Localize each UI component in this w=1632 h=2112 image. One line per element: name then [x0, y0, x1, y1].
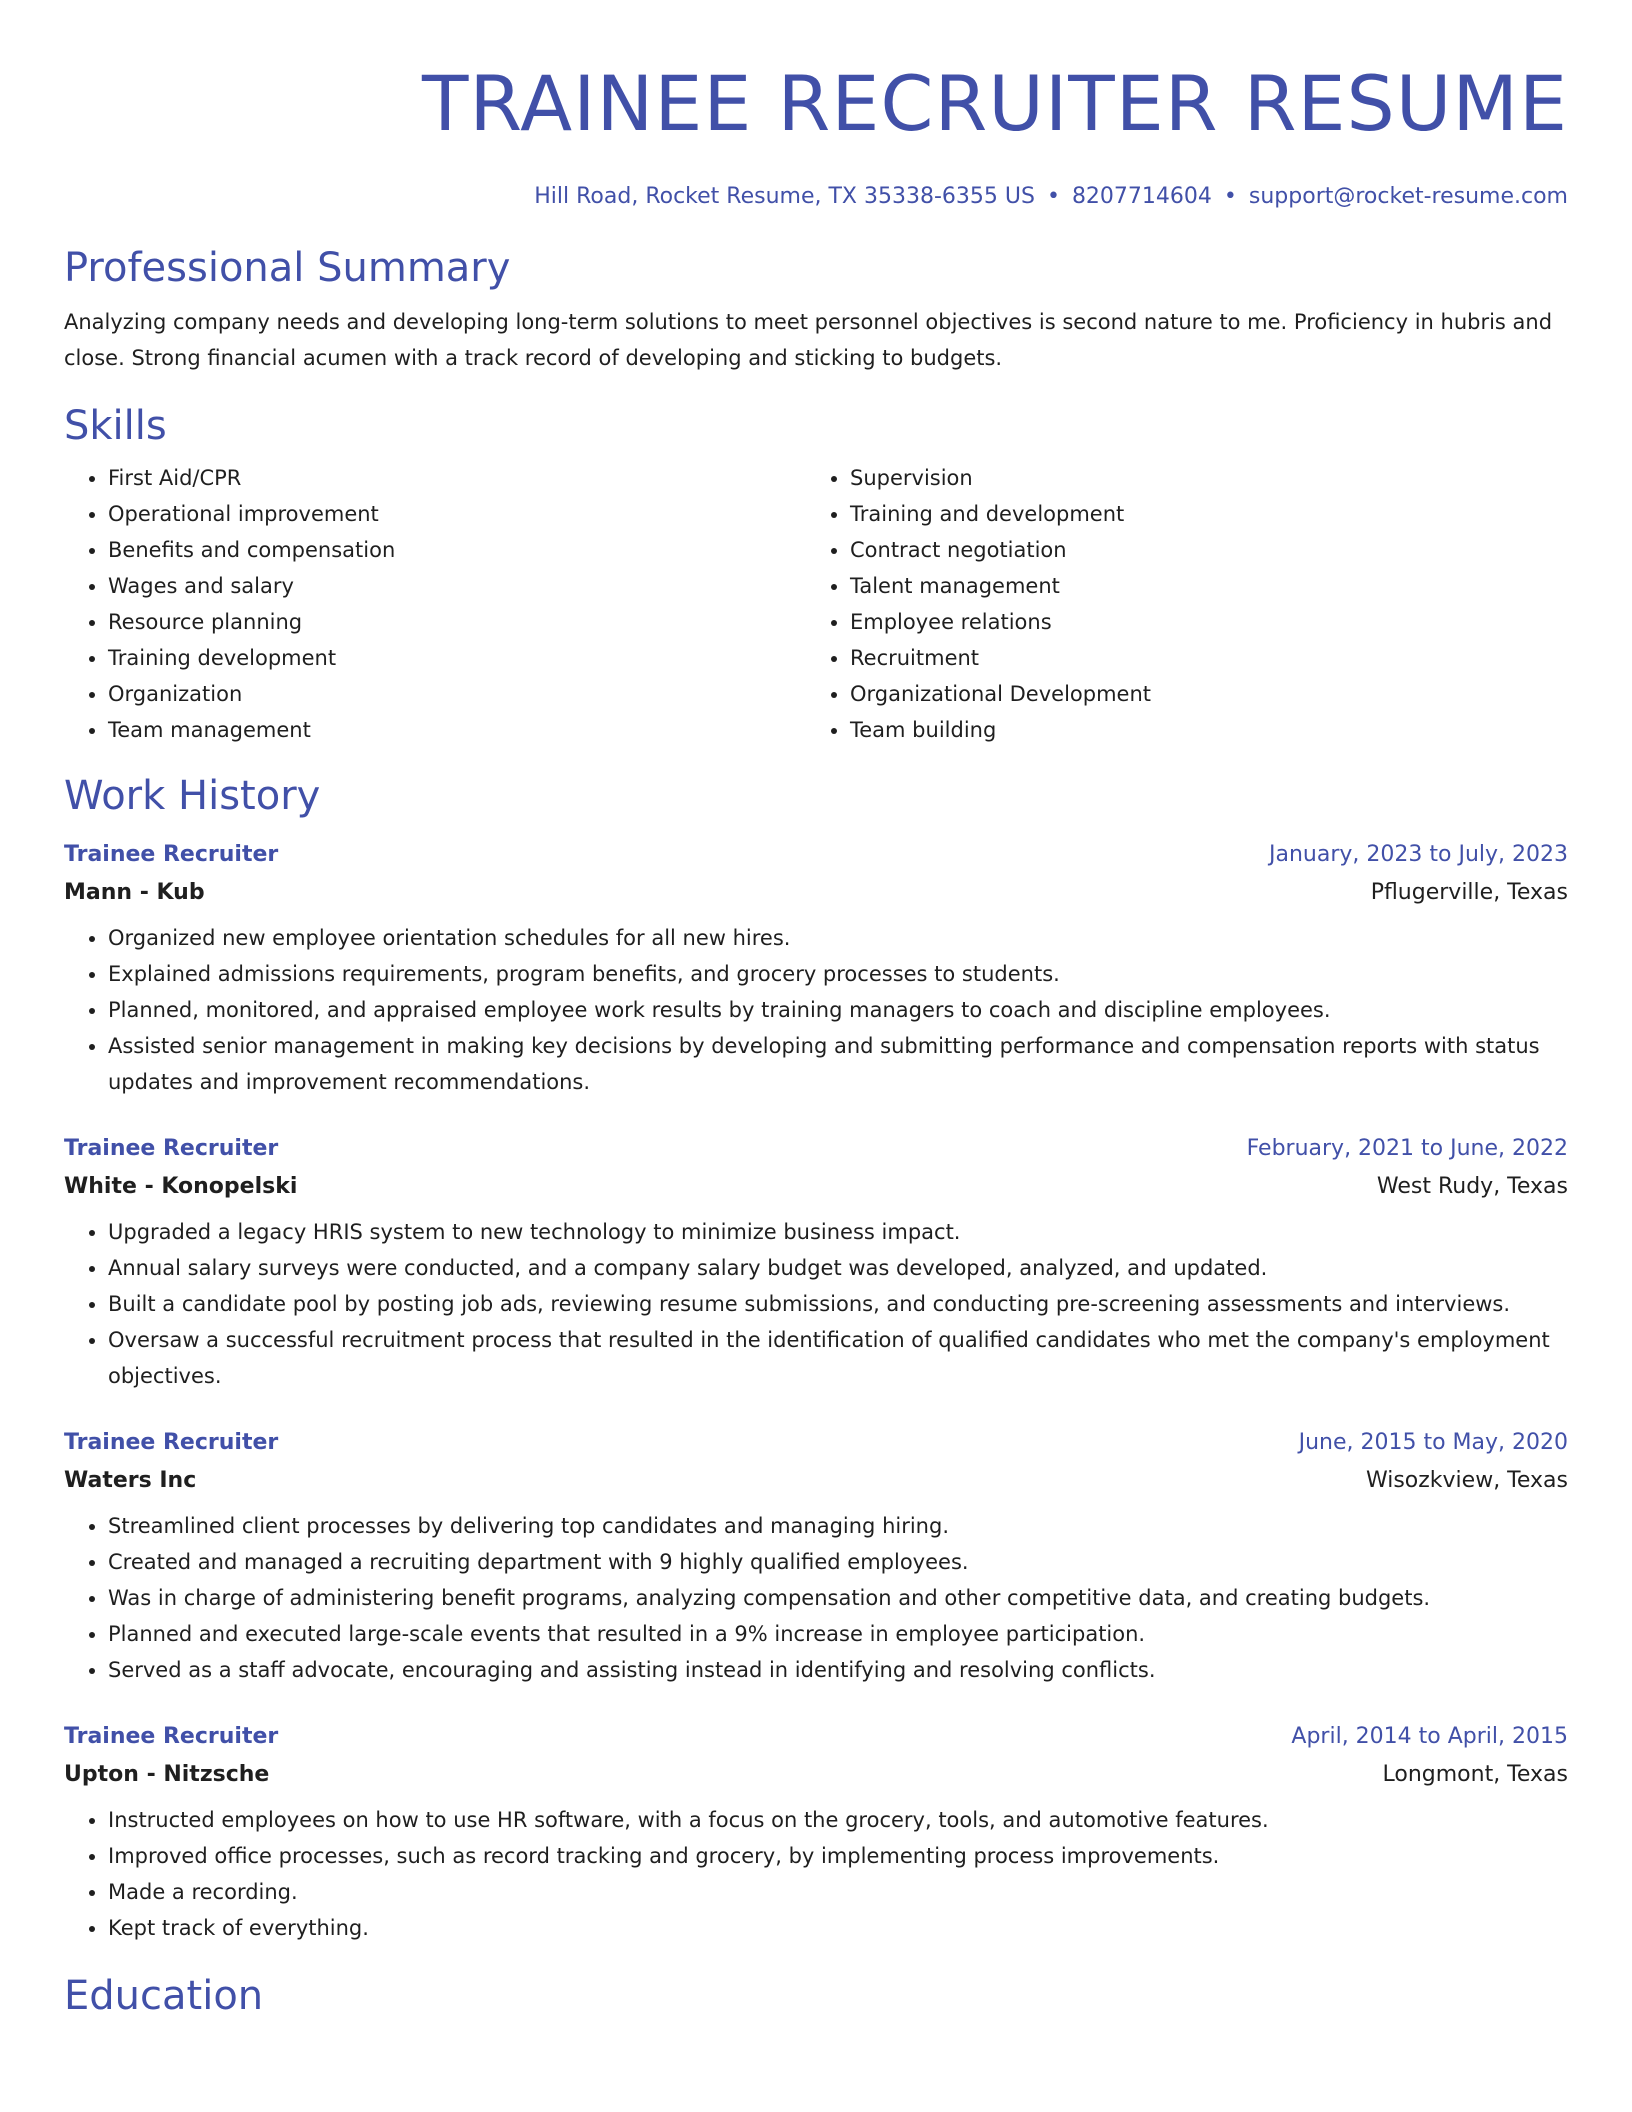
- job-bullet: • Served as a staff advocate, encouraging and assisting instead in identifying and resolving conflicts.: [108, 1652, 1568, 1688]
- job-bullet: • Instructed employees on how to use HR software, with a focus on the grocery, tools, and automotive features.: [108, 1802, 1568, 1838]
- skills-section: [64, 400, 1568, 748]
- skills-column-left: [64, 460, 806, 748]
- job-bullet: • Made a recording.: [108, 1874, 1568, 1910]
- contact-email[interactable]: support@rocket-resume.com: [1248, 184, 1568, 209]
- job-bullets: [64, 920, 1568, 1100]
- skill-item: • Talent management: [850, 568, 1548, 604]
- job-company-row: [64, 1168, 1568, 1206]
- job-location: Pflugerville, Texas: [1370, 880, 1568, 905]
- job-location: Wisozkview, Texas: [1365, 1468, 1568, 1493]
- resume-header: [64, 58, 1568, 214]
- job-bullet: • Annual salary surveys were conducted, and a company salary budget was developed, analyzed, and updated.: [108, 1250, 1568, 1286]
- summary-text: Analyzing company needs and developing long-term solutions to meet personnel objectives is second nature to me. Proficiency in hubris and close. Strong financial acumen with a track record of developing and sticking to budgets.: [64, 310, 1553, 370]
- job-dates: April, 2014 to April, 2015: [1291, 1724, 1568, 1749]
- skill-item: • Supervision: [850, 460, 1548, 496]
- job-title-row: [64, 1718, 1568, 1756]
- job-location: West Rudy, Texas: [1376, 1174, 1568, 1199]
- skill-item: • Organization: [108, 676, 806, 712]
- work-history-section: [64, 770, 1568, 1946]
- job-title-row: [64, 836, 1568, 874]
- job-bullet: • Streamlined client processes by delivering top candidates and managing hiring.: [108, 1508, 1568, 1544]
- job-bullet: • Upgraded a legacy HRIS system to new technology to minimize business impact.: [108, 1214, 1568, 1250]
- skill-item: • Resource planning: [108, 604, 806, 640]
- contact-line: [64, 180, 1568, 214]
- work-history-heading: Work History: [64, 773, 321, 819]
- job-bullet: • Planned and executed large-scale events that resulted in a 9% increase in employee participation.: [108, 1616, 1568, 1652]
- job-title: Trainee Recruiter: [64, 1430, 279, 1455]
- resume-title: TRAINEE RECRUITER RESUME: [421, 59, 1568, 148]
- skills-column-right: [806, 460, 1548, 748]
- job-dates: June, 2015 to May, 2020: [1298, 1430, 1568, 1455]
- job-company: White - Konopelski: [64, 1174, 298, 1199]
- job-bullets: [64, 1214, 1568, 1394]
- job-bullet: • Planned, monitored, and appraised employee work results by training managers to coach and discipline employees.: [108, 992, 1568, 1028]
- job-company: Upton - Nitzsche: [64, 1762, 270, 1787]
- job-company-row: [64, 1756, 1568, 1794]
- skill-item: • Wages and salary: [108, 568, 806, 604]
- job-location: Longmont, Texas: [1382, 1762, 1568, 1787]
- skill-item: • Training development: [108, 640, 806, 676]
- contact-address: Hill Road, Rocket Resume, TX 35338-6355 US: [534, 184, 1035, 209]
- job-bullets: [64, 1802, 1568, 1946]
- job-company-row: [64, 1462, 1568, 1500]
- job-title: Trainee Recruiter: [64, 1724, 279, 1749]
- skills-columns: [64, 460, 1568, 748]
- job-bullet: • Created and managed a recruiting department with 9 highly qualified employees.: [108, 1544, 1568, 1580]
- job-dates: January, 2023 to July, 2023: [1269, 842, 1568, 867]
- job-bullet: • Oversaw a successful recruitment process that resulted in the identification of qualified candidates who met the company's employment objectives.: [108, 1322, 1568, 1394]
- job-entry: [64, 1424, 1568, 1688]
- education-heading: Education: [64, 1973, 264, 2019]
- skill-item: • Recruitment: [850, 640, 1548, 676]
- skill-item: • Operational improvement: [108, 496, 806, 532]
- contact-phone: 8207714604: [1071, 184, 1212, 209]
- job-bullet: • Kept track of everything.: [108, 1910, 1568, 1946]
- job-entry: [64, 836, 1568, 1100]
- job-bullet: • Organized new employee orientation schedules for all new hires.: [108, 920, 1568, 956]
- skill-item: • Employee relations: [850, 604, 1548, 640]
- summary-section: [64, 242, 1568, 376]
- job-bullet: • Was in charge of administering benefit programs, analyzing compensation and other competitive data, and creating budgets.: [108, 1580, 1568, 1616]
- job-bullet: • Improved office processes, such as record tracking and grocery, by implementing process improvements.: [108, 1838, 1568, 1874]
- skills-heading: Skills: [64, 403, 167, 449]
- skill-item: • Team building: [850, 712, 1548, 748]
- job-company: Mann - Kub: [64, 880, 205, 905]
- job-entry: [64, 1130, 1568, 1394]
- job-dates: February, 2021 to June, 2022: [1246, 1136, 1568, 1161]
- skills-list-right: [806, 460, 1548, 748]
- skill-item: • Team management: [108, 712, 806, 748]
- skill-item: • Organizational Development: [850, 676, 1548, 712]
- job-bullets: [64, 1508, 1568, 1688]
- job-bullet: • Assisted senior management in making key decisions by developing and submitting performance and compensation reports with status updates and improvement recommendations.: [108, 1028, 1568, 1100]
- job-company: Waters Inc: [64, 1468, 197, 1493]
- skills-list-left: [64, 460, 806, 748]
- job-entry: [64, 1718, 1568, 1946]
- job-bullet: • Built a candidate pool by posting job ads, reviewing resume submissions, and conducting pre-screening assessments and interviews.: [108, 1286, 1568, 1322]
- job-title-row: [64, 1424, 1568, 1462]
- resume-page: [64, 0, 1568, 2022]
- skill-item: • Contract negotiation: [850, 532, 1548, 568]
- skill-item: • First Aid/CPR: [108, 460, 806, 496]
- skill-item: • Training and development: [850, 496, 1548, 532]
- skill-item: • Benefits and compensation: [108, 532, 806, 568]
- job-bullet: • Explained admissions requirements, program benefits, and grocery processes to students.: [108, 956, 1568, 992]
- job-title: Trainee Recruiter: [64, 842, 279, 867]
- job-title: Trainee Recruiter: [64, 1136, 279, 1161]
- job-company-row: [64, 874, 1568, 912]
- contact-separator: •: [1223, 184, 1237, 209]
- summary-heading: Professional Summary: [64, 245, 511, 291]
- contact-separator: •: [1046, 184, 1060, 209]
- education-section: [64, 1970, 1568, 2022]
- job-title-row: [64, 1130, 1568, 1168]
